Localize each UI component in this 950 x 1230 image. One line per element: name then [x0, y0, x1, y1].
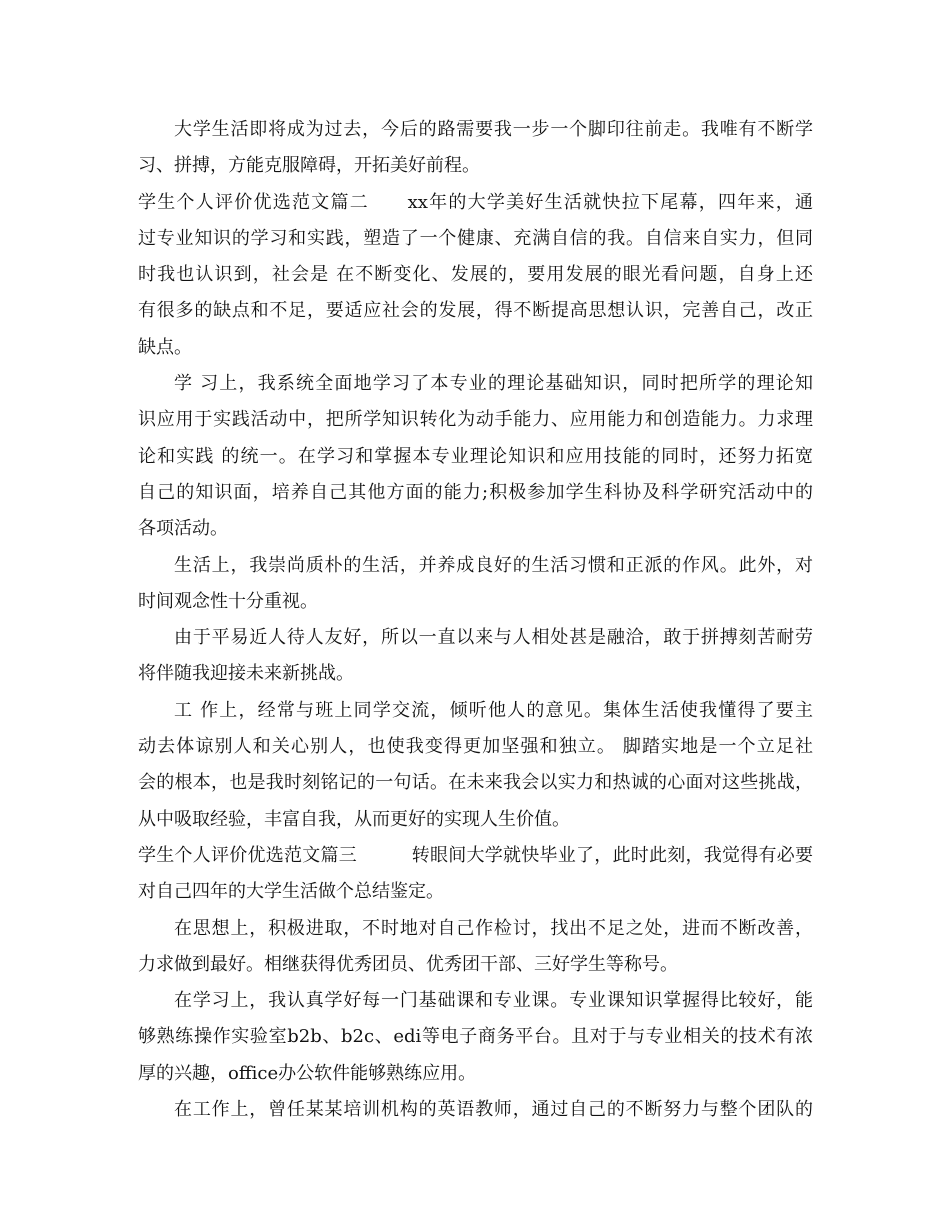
- text-line-17: 工 作上，经常与班上同学交流，倾听他人的意见。集体生活使我懂得了要主: [174, 699, 813, 721]
- section-heading-3: 学生个人评价优选范文篇三 转眼间大学就快毕业了，此时此刻，我觉得有必要: [138, 844, 813, 866]
- section-heading-2: 学生个人评价优选范文篇二 xx年的大学美好生活就快拉下尾幕，四年来，通: [138, 191, 813, 213]
- text-line-24: 力求做到最好。相继获得优秀团员、优秀团干部、三好学生等称号。: [138, 953, 678, 975]
- text-line-8: 学 习上，我系统全面地学习了本专业的理论基础知识，同时把所学的理论知: [174, 373, 813, 395]
- text-line-20: 从中吸取经验，丰富自我，从而更好的实现人生价值。: [138, 808, 570, 830]
- text-line-25: 在学习上，我认真学好每一门基础课和专业课。专业课知识掌握得比较好，能: [174, 990, 813, 1012]
- text-line-11: 自己的知识面，培养自己其他方面的能力;积极参加学生科协及科学研究活动中的: [138, 481, 813, 503]
- document-body: [138, 112, 813, 1128]
- text-line-27: 厚的兴趣，office办公软件能够熟练应用。: [138, 1062, 477, 1084]
- text-line-14: 时间观念性十分重视。: [138, 590, 318, 612]
- text-line-12: 各项活动。: [138, 518, 228, 540]
- text-line-10: 论和实践 的统一。在学习和掌握本专业理论知识和应用技能的同时，还努力拓宽: [138, 445, 813, 467]
- text-line-9: 识应用于实践活动中，把所学知识转化为动手能力、应用能力和创造能力。力求理: [138, 409, 813, 431]
- text-line-26: 够熟练操作实验室b2b、b2c、edi等电子商务平台。且对于与专业相关的技术有浓: [138, 1026, 813, 1048]
- text-line-5: 时我也认识到，社会是 在不断变化、发展的，要用发展的眼光看问题，自身上还: [138, 264, 813, 286]
- text-line-23: 在思想上，积极进取，不时地对自己作检讨，找出不足之处，进而不断改善，: [174, 917, 813, 939]
- text-line-19: 会的根本，也是我时刻铭记的一句话。在未来我会以实力和热诚的心面对这些挑战，: [138, 772, 813, 794]
- text-line-2: 习、拼搏，方能克服障碍，开拓美好前程。: [138, 155, 480, 177]
- text-line-22: 对自己四年的大学生活做个总结鉴定。: [138, 881, 444, 903]
- text-line-28: 在工作上，曾任某某培训机构的英语教师，通过自己的不断努力与整个团队的: [174, 1099, 813, 1121]
- text-line-4: 过专业知识的学习和实践，塑造了一个健康、充满自信的我。自信来自实力，但同: [138, 227, 813, 249]
- text-line-13: 生活上，我崇尚质朴的生活，并养成良好的生活习惯和正派的作风。此外，对: [174, 554, 813, 576]
- text-line-7: 缺点。: [138, 336, 192, 358]
- text-line-16: 将伴随我迎接未来新挑战。: [138, 663, 354, 685]
- text-line-15: 由于平易近人待人友好，所以一直以来与人相处甚是融洽，敢于拼搏刻苦耐劳: [174, 627, 813, 649]
- text-line-1: 大学生活即将成为过去，今后的路需要我一步一个脚印往前走。我唯有不断学: [174, 119, 813, 140]
- text-line-6: 有很多的缺点和不足，要适应社会的发展，得不断提高思想认识，完善自己，改正: [138, 300, 813, 322]
- text-line-18: 动去体谅别人和关心别人，也使我变得更加坚强和独立。 脚踏实地是一个立足社: [138, 736, 813, 758]
